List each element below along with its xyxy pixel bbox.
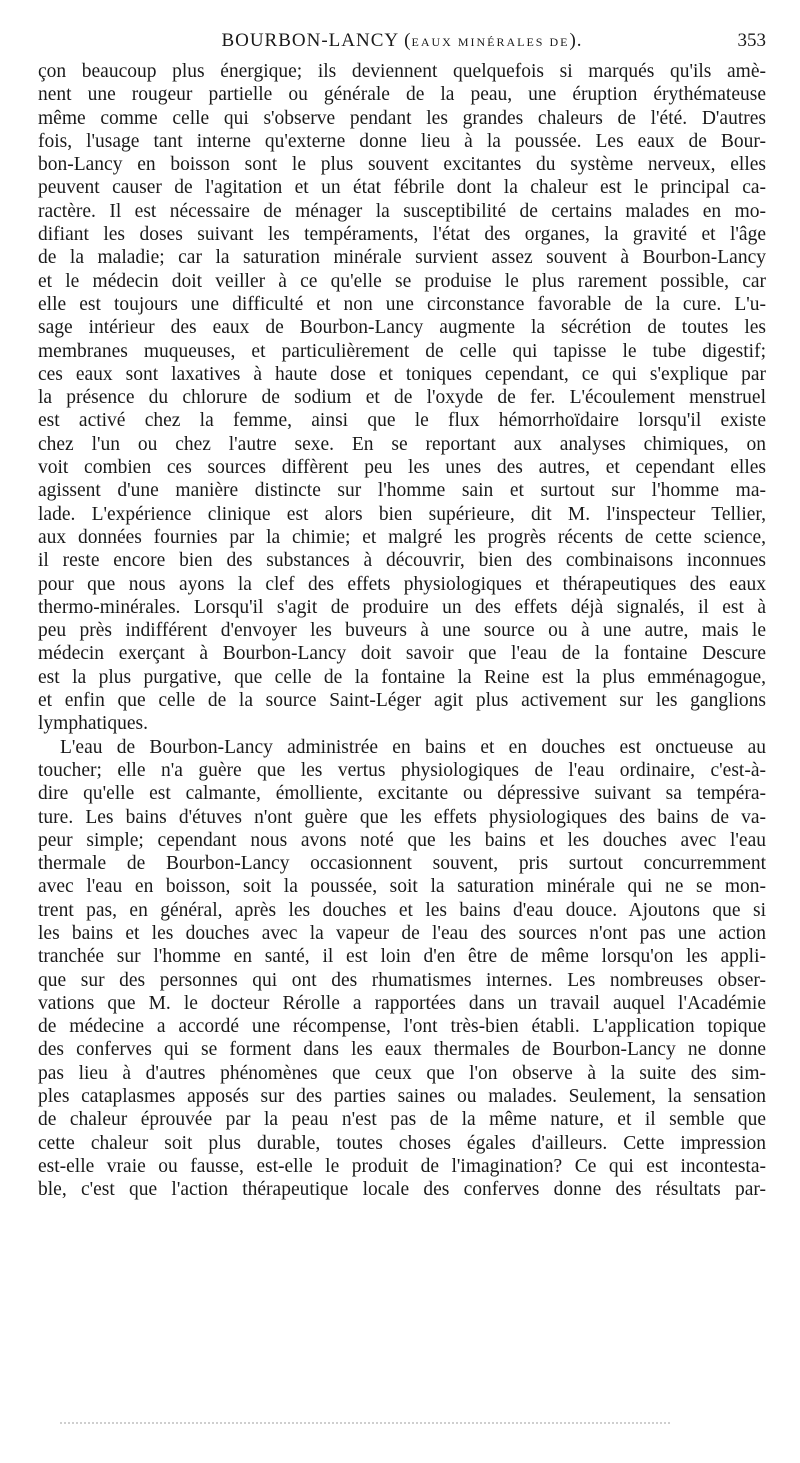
text-line: et le médecin doit veiller à ce qu'elle se produise le plus rarement possible, car [38, 270, 766, 292]
text-line: fois, l'usage tant interne qu'externe donne lieu à la poussée. Les eaux de Bour- [38, 130, 766, 152]
text-line: de médecine a accordé une récompense, l'ont très-bien établi. L'application topique [38, 1016, 766, 1038]
text-line: et enfin que celle de la source Saint-Léger agit plus activement sur les ganglions [38, 690, 766, 712]
running-head-title-main: BOURBON-LANCY ( [221, 30, 412, 51]
text-line: nent une rougeur partielle ou générale de la peau, une éruption érythémateuse [38, 84, 766, 106]
text-line: ples cataplasmes apposés sur des parties saines ou malades. Seulement, la sensation [38, 1086, 766, 1108]
text-line: médecin exerçant à Bourbon-Lancy doit savoir que l'eau de la fontaine Descure [38, 643, 766, 665]
text-line: çon beaucoup plus énergique; ils deviennent quelquefois si marqués qu'ils amè- [38, 61, 766, 82]
text-line: des conferves qui se forment dans les eaux thermales de Bourbon-Lancy ne donne [38, 1039, 766, 1061]
text-line: de la maladie; car la saturation minérale survient assez souvent à Bourbon-Lancy [38, 247, 766, 269]
text-line: est la plus purgative, que celle de la fontaine la Reine est la plus emménagogue, [38, 666, 766, 688]
page-number: 353 [737, 30, 766, 51]
text-line: ble, c'est que l'action thérapeutique locale des conferves donne des résultats par- [38, 1179, 766, 1201]
text-line: elle est toujours une difficulté et non une circonstance favorable de la cure. L'u- [38, 293, 766, 315]
text-line: est activé chez la femme, ainsi que le flux hémorrhoïdaire lorsqu'il existe [38, 410, 766, 432]
text-line: tranchée sur l'homme en santé, il est loin d'en être de même lorsqu'on les appli- [38, 946, 766, 968]
text-line: peu près indifférent d'envoyer les buveurs à une source ou à une autre, mais le [38, 620, 766, 642]
text-line: les bains et les douches avec la vapeur de l'eau des sources n'ont pas une action [38, 922, 766, 944]
text-line: pas lieu à d'autres phénomènes que ceux que l'on observe à la suite des sim- [38, 1062, 766, 1084]
running-head-title-close: ). [569, 30, 583, 51]
text-line: lymphatiques. [38, 713, 148, 735]
running-head-title-small: EAUX MINÉRALES DE [411, 35, 570, 49]
text-line: aux données fournies par la chimie; et malgré les progrès récents de cette science, [38, 526, 766, 548]
text-line: voit combien ces sources diffèrent peu les unes des autres, et cependant elles [38, 457, 766, 479]
text-line: difiant les doses suivant les tempéraments, l'état des organes, la gravité et l'âge [38, 224, 766, 246]
text-line: agissent d'une manière distincte sur l'homme sain et surtout sur l'homme ma- [38, 480, 766, 502]
text-line: la présence du chlorure de sodium et de l'oxyde de fer. L'écoulement menstruel [38, 387, 766, 409]
text-line: il reste encore bien des substances à découvrir, bien des combinaisons inconnues [38, 550, 766, 572]
text-line: ture. Les bains d'étuves n'ont guère que les effets physiologiques des bains de va- [38, 806, 766, 828]
text-line: pour que nous ayons la clef des effets physiologiques et thérapeutiques des eaux [38, 573, 766, 595]
running-head-title [221, 30, 582, 52]
text-line: dire qu'elle est calmante, émolliente, excitante ou dépressive suivant sa tempéra- [38, 783, 766, 805]
body-text [38, 60, 766, 1202]
text-line: peuvent causer de l'agitation et un état fébrile dont la chaleur est le principal ca- [38, 177, 766, 199]
text-line: thermo-minérales. Lorsqu'il s'agit de produire un des effets déjà signalés, il est à [38, 596, 766, 618]
text-line: toucher; elle n'a guère que les vertus physiologiques de l'eau ordinaire, c'est-à- [38, 759, 766, 781]
bottom-edge-noise [60, 1418, 670, 1424]
text-line: est-elle vraie ou fausse, est-elle le produit de l'imagination? Ce qui est incontesta- [38, 1155, 766, 1177]
running-head [38, 30, 766, 58]
text-line: que sur des personnes qui ont des rhumatismes internes. Les nombreuses obser- [38, 969, 766, 991]
text-line: peur simple; cependant nous avons noté que les bains et les douches avec l'eau [38, 829, 766, 851]
page [38, 30, 766, 1202]
text-line: thermale de Bourbon-Lancy occasionnent souvent, pris surtout concurremment [38, 853, 766, 875]
text-line: cette chaleur soit plus durable, toutes choses égales d'ailleurs. Cette impression [38, 1132, 766, 1154]
text-line: sage intérieur des eaux de Bourbon-Lancy augmente la sécrétion de toutes les [38, 317, 766, 339]
text-line: trent pas, en général, après les douches et les bains d'eau douce. Ajoutons que si [38, 899, 766, 921]
text-line: bon-Lancy en boisson sont le plus souvent excitantes du système nerveux, elles [38, 154, 766, 176]
text-line: chez l'un ou chez l'autre sexe. En se reportant aux analyses chimiques, on [38, 433, 766, 455]
text-line: vations que M. le docteur Rérolle a rapportées dans un travail auquel l'Académie [38, 992, 766, 1014]
text-line: de chaleur éprouvée par la peau n'est pas de la même nature, et il semble que [38, 1109, 766, 1131]
text-line: lade. L'expérience clinique est alors bien supérieure, dit M. l'inspecteur Tellier, [38, 503, 766, 525]
text-line: ces eaux sont laxatives à haute dose et toniques cependant, ce qui s'explique par [38, 363, 766, 385]
text-line: avec l'eau en boisson, soit la poussée, soit la saturation minérale qui ne se mon- [38, 876, 766, 898]
text-line: membranes muqueuses, et particulièrement de celle qui tapisse le tube digestif; [38, 340, 766, 362]
text-line: L'eau de Bourbon-Lancy administrée en bains et en douches est onctueuse au [60, 736, 766, 758]
text-line: même comme celle qui s'observe pendant les grandes chaleurs de l'été. D'autres [38, 107, 766, 129]
text-line: ractère. Il est nécessaire de ménager la susceptibilité de certains malades en mo- [38, 200, 766, 222]
